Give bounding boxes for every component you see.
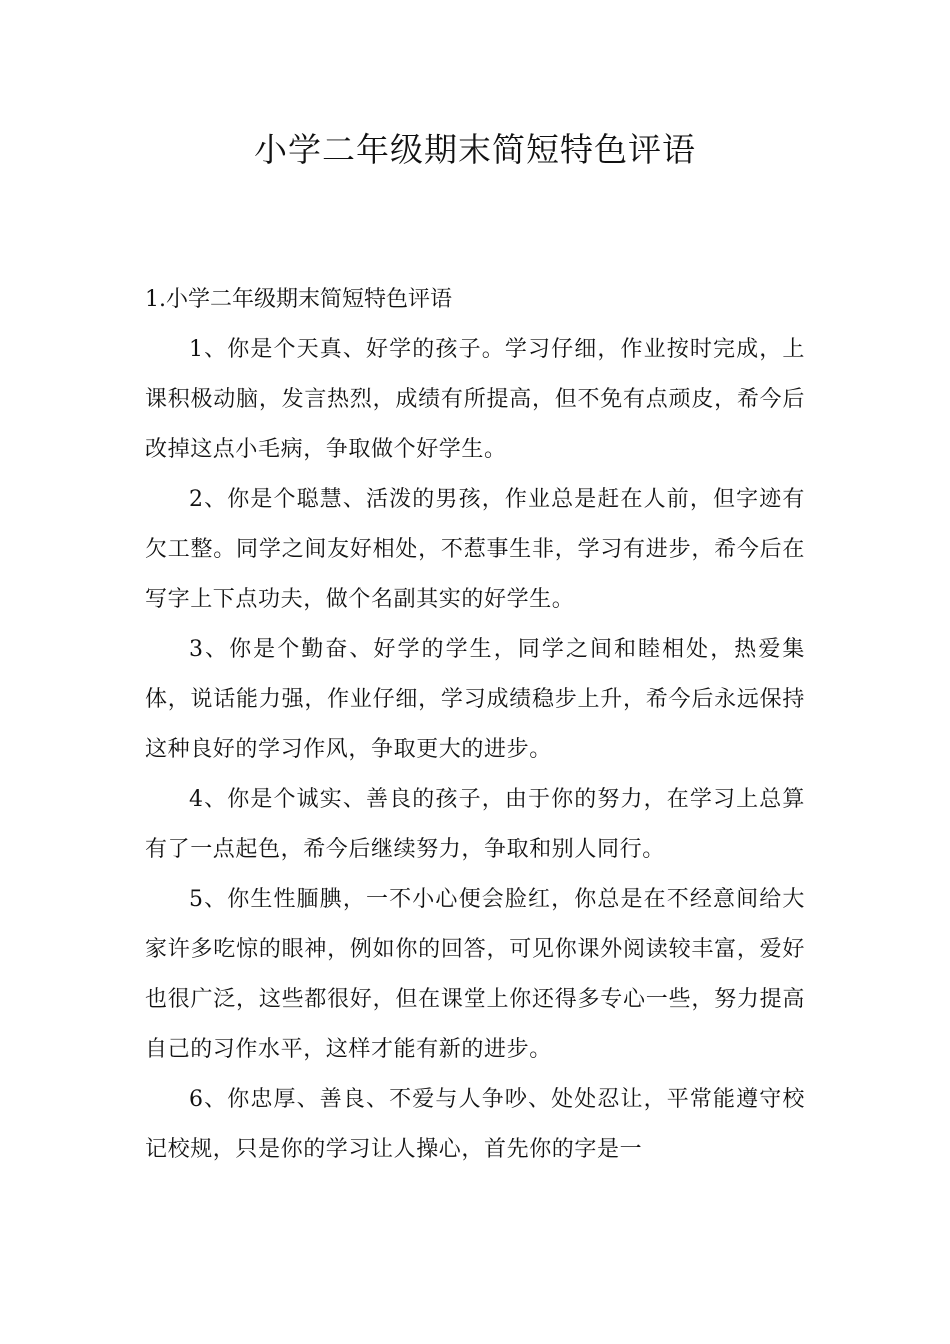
comment-paragraph-5: 5、你生性腼腆，一不小心便会脸红，你总是在不经意间给大家许多吃惊的眼神，例如你的回答，可见你课外阅读较丰富，爱好也很广泛，这些都很好，但在课堂上你还得多专心一些，努力提高自己的习作水平，这样才能有新的进步。 [145,887,805,1062]
comment-paragraph-2: 2、你是个聪慧、活泼的男孩，作业总是赶在人前，但字迹有欠工整。同学之间友好相处，不惹事生非，学习有进步，希今后在写字上下点功夫，做个名副其实的好学生。 [145,487,805,612]
document-body [145,275,805,1175]
comment-paragraph-4: 4、你是个诚实、善良的孩子，由于你的努力，在学习上总算有了一点起色，希今后继续努力，争取和别人同行。 [145,787,805,862]
comment-paragraph-1: 1、你是个天真、好学的孩子。学习仔细，作业按时完成，上课积极动脑，发言热烈，成绩有所提高，但不免有点顽皮，希今后改掉这点小毛病，争取做个好学生。 [145,337,805,462]
comment-paragraph-6: 6、你忠厚、善良、不爱与人争吵、处处忍让，平常能遵守校记校规，只是你的学习让人操心，首先你的字是一 [145,1087,805,1162]
document-title: 小学二年级期末简短特色评语 [254,130,696,169]
comment-paragraph-3: 3、你是个勤奋、好学的学生，同学之间和睦相处，热爱集体，说话能力强，作业仔细，学习成绩稳步上升，希今后永远保持这种良好的学习作风，争取更大的进步。 [145,637,805,762]
section-heading: 1.小学二年级期末简短特色评语 [145,287,452,312]
